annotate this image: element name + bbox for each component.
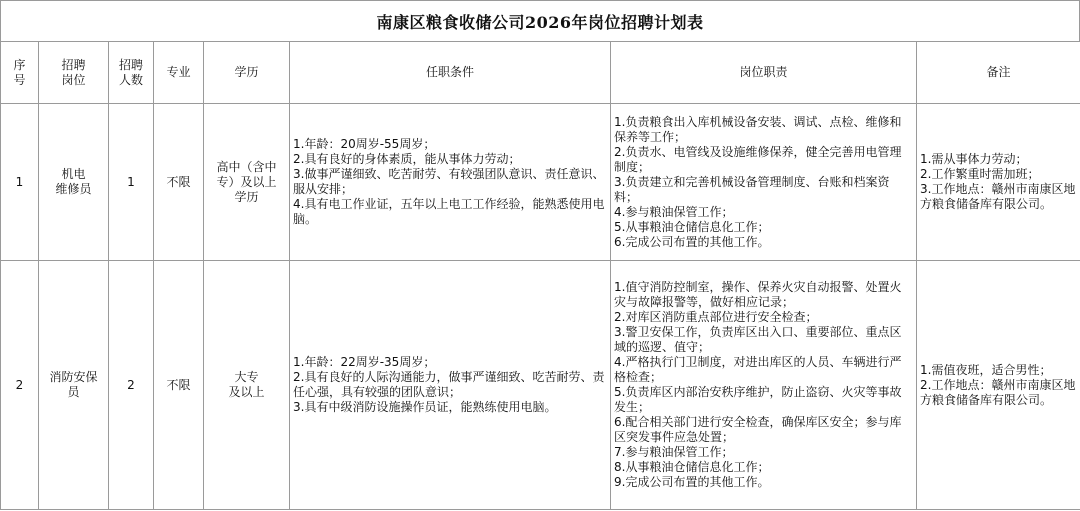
cell-index: 1: [1, 104, 39, 261]
cell-duties: [611, 104, 917, 261]
list-item: 9.完成公司布置的其他工作。: [614, 475, 770, 489]
header-major: 专业: [154, 42, 204, 104]
list-item: 5.从事粮油仓储信息化工作；: [614, 219, 770, 234]
list-item: 2.工作地点：赣州市南康区地方粮食储备库有限公司。: [920, 377, 1076, 407]
cell-index: 2: [1, 261, 39, 510]
list-item: 6.完成公司布置的其他工作。: [614, 234, 770, 249]
cell-requirements: [290, 261, 611, 510]
list-item: 1.年龄：22周岁-35周岁；: [293, 355, 436, 369]
header-position: 招聘 岗位: [39, 42, 109, 104]
list-item: 6.配合相关部门进行安全检查，确保库区安全；参与库区突发事件应急处置；: [614, 415, 902, 444]
cell-position: 机电 维修员: [39, 104, 109, 261]
cell-notes: [917, 261, 1080, 510]
list-item: 3.做事严谨细致、吃苦耐劳、有较强团队意识、责任意识、服从安排；: [293, 167, 605, 196]
header-notes: 备注: [917, 42, 1080, 104]
list-item: 1.值守消防控制室，操作、保养火灾自动报警、处置火灾与故障报警等，做好相应记录；: [614, 280, 902, 309]
list-item: 3.工作地点：赣州市南康区地方粮食储备库有限公司。: [920, 182, 1076, 211]
cell-duties: [611, 261, 917, 510]
header-row: [1, 42, 1080, 104]
list-item: 2.具有良好的人际沟通能力，做事严谨细致、吃苦耐劳、责任心强，具有较强的团队意识；: [293, 370, 605, 399]
list-item: 3.负责建立和完善机械设备管理制度、台账和档案资料；: [614, 174, 890, 204]
list-item: 1.需值夜班，适合男性；: [920, 362, 1052, 377]
header-education: 学历: [204, 42, 290, 104]
list-item: 8.从事粮油仓储信息化工作；: [614, 460, 770, 474]
list-item: 2.工作繁重时需加班；: [920, 167, 1040, 181]
list-item: 1.负责粮食出入库机械设备安装、调试、点检、维修和保养等工作；: [614, 114, 902, 144]
table-title: 南康区粮食收储公司2026年岗位招聘计划表: [0, 0, 1080, 41]
cell-major: 不限: [154, 261, 204, 510]
cell-education: 高中（含中 专）及以上 学历: [204, 104, 290, 261]
table-row: [1, 104, 1080, 261]
cell-position: 消防安保 员: [39, 261, 109, 510]
table-row: [1, 261, 1080, 510]
cell-count: 1: [109, 104, 154, 261]
list-item: 1.年龄：20周岁-55周岁；: [293, 137, 436, 151]
list-item: 3.警卫安保工作，负责库区出入口、重要部位、重点区域的巡逻、值守；: [614, 325, 902, 354]
list-item: 2.对库区消防重点部位进行安全检查；: [614, 310, 818, 324]
header-duties: 岗位职责: [611, 42, 917, 104]
cell-education: 大专 及以上: [204, 261, 290, 510]
header-index: 序 号: [1, 42, 39, 104]
cell-major: 不限: [154, 104, 204, 261]
list-item: 2.负责水、电管线及设施维修保养，健全完善用电管理制度；: [614, 144, 902, 174]
list-item: 3.具有中级消防设施操作员证，能熟练使用电脑。: [293, 400, 557, 414]
list-item: 7.参与粮油保管工作；: [614, 445, 734, 459]
list-item: 4.严格执行门卫制度，对进出库区的人员、车辆进行严格检查；: [614, 355, 902, 384]
list-item: 4.具有电工作业证，五年以上电工工作经验，能熟悉使用电脑。: [293, 197, 605, 226]
recruitment-plan-table: [0, 41, 1080, 510]
header-requirements: 任职条件: [290, 42, 611, 104]
cell-requirements: [290, 104, 611, 261]
list-item: 1.需从事体力劳动；: [920, 152, 1028, 166]
list-item: 2.具有良好的身体素质，能从事体力劳动；: [293, 152, 521, 166]
list-item: 4.参与粮油保管工作；: [614, 204, 734, 219]
list-item: 5.负责库区内部治安秩序维护，防止盗窃、火灾等事故发生；: [614, 385, 902, 414]
cell-count: 2: [109, 261, 154, 510]
header-count: 招聘 人数: [109, 42, 154, 104]
cell-notes: [917, 104, 1080, 261]
